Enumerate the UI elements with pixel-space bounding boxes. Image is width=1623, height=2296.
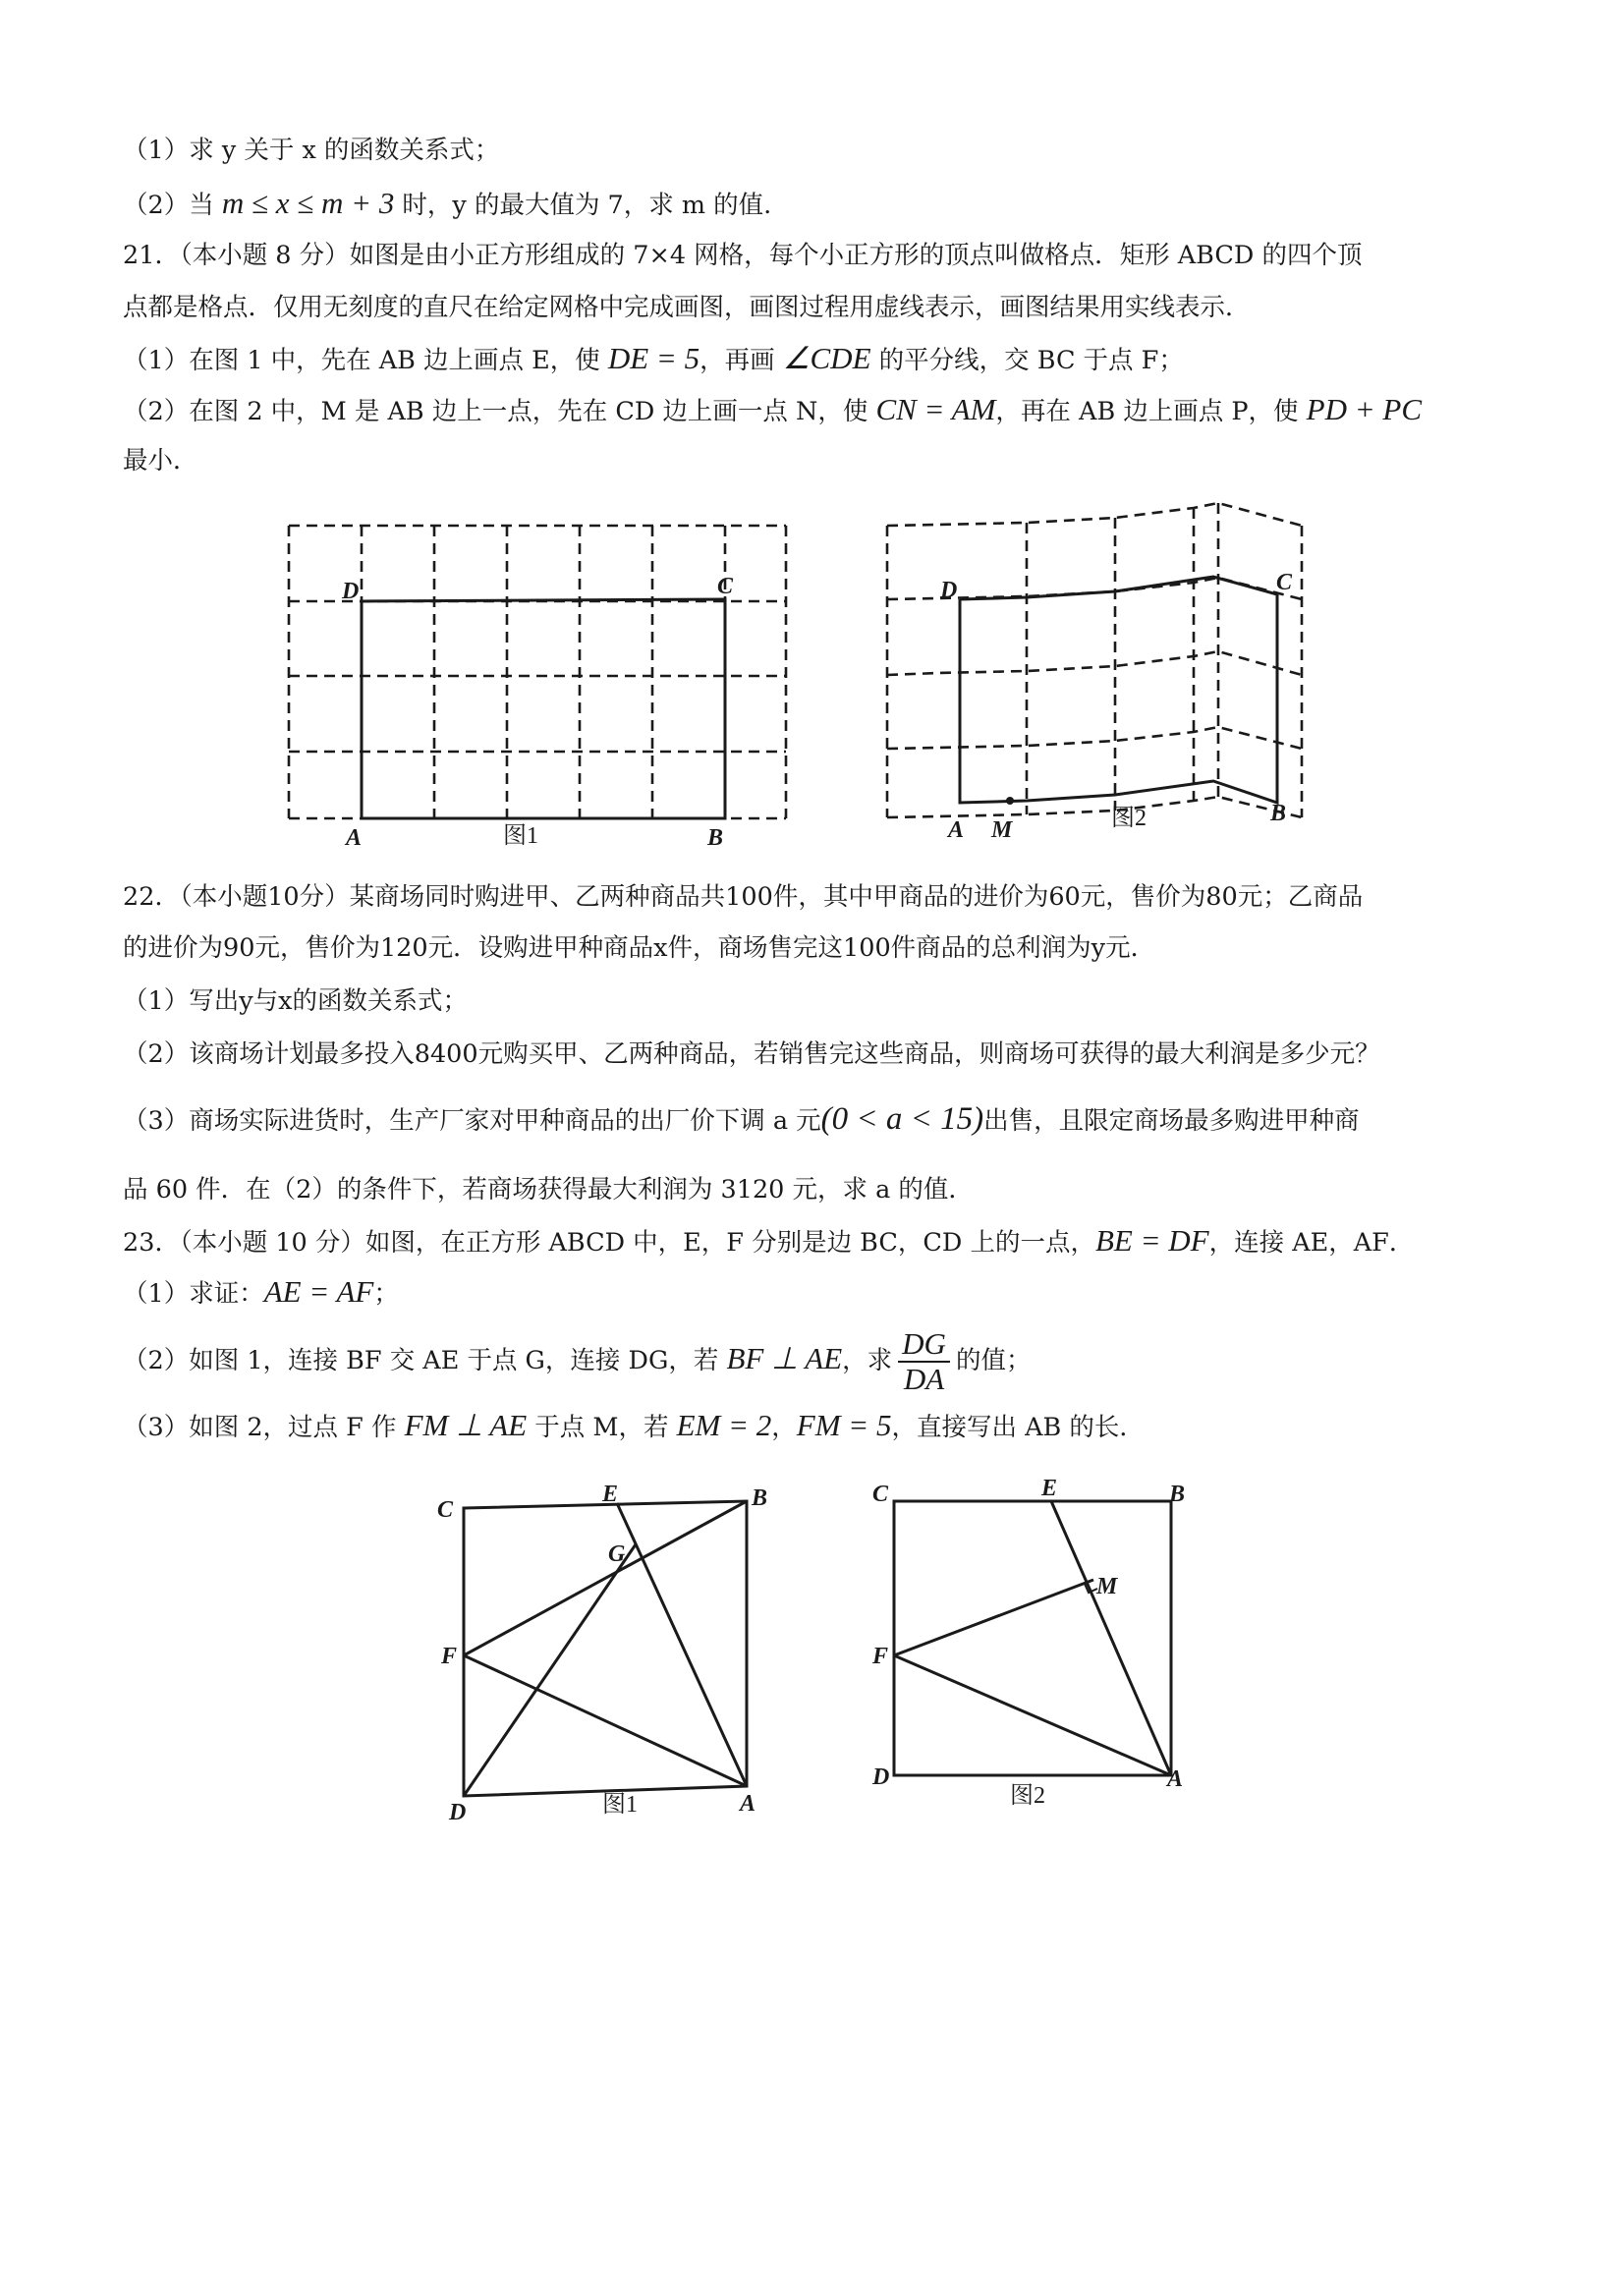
q23-part2-text: （2）如图 1，连接 BF 交 AE 于点 G，连接 DG，若 xyxy=(123,1346,727,1375)
q23-part3-math3: FM = 5 xyxy=(796,1408,892,1442)
q23-figure2 xyxy=(865,1474,1218,1827)
segment-ae xyxy=(1051,1501,1171,1775)
q21-stem-line1: 21．（本小题 8 分）如图是由小正方形组成的 7×4 网格，每个小正方形的顶点叫做格点．矩形 ABCD 的四个顶 xyxy=(123,241,1363,270)
q23-part1 xyxy=(123,1275,399,1311)
q23-part2-text3: 的值； xyxy=(955,1346,1032,1375)
q23-part2-math: BF ⊥ AE xyxy=(726,1341,843,1375)
label-d: D xyxy=(872,1764,890,1790)
segment-bf xyxy=(464,1501,747,1655)
segment-fm xyxy=(894,1580,1093,1655)
figure2-lines xyxy=(894,1501,1171,1775)
label-b: B xyxy=(707,825,724,850)
q22-stem-line2: 的进价为90元，售价为120元．设购进甲种商品x件，商场售完这100件商品的总利润为y元． xyxy=(123,933,1156,963)
q21-part2-math1: CN = AM xyxy=(875,392,996,426)
label-a: A xyxy=(740,1791,756,1817)
q23-part3-text3: ， xyxy=(771,1413,797,1442)
q23-stem xyxy=(123,1224,1414,1260)
q23-part1-text: （1）求证： xyxy=(123,1279,264,1309)
q22-part2: （2）该商场计划最多投入8400元购买甲、乙两种商品，若销售完这些商品，则商场可获得的最大利润是多少元？ xyxy=(123,1039,1380,1069)
label-c: C xyxy=(872,1482,889,1507)
q21-part1-math1: DE = 5 xyxy=(607,341,700,375)
label-d: D xyxy=(940,578,958,603)
label-m: M xyxy=(991,817,1013,843)
figure1-caption: 图1 xyxy=(602,1792,638,1818)
label-c: C xyxy=(437,1497,454,1523)
q20-part2-math: m ≤ x ≤ m + 3 xyxy=(221,186,395,220)
q23-part3-math2: EM = 2 xyxy=(676,1408,772,1442)
grid-dashed-lines-warped xyxy=(887,503,1302,817)
q23-part1-math: AE = AF xyxy=(263,1274,374,1309)
q21-part1-text: （1）在图 1 中，先在 AB 边上画点 E，使 xyxy=(123,346,608,375)
figure2-caption: 图2 xyxy=(1010,1783,1045,1809)
q21-part1-math2: ∠CDE xyxy=(782,341,871,375)
label-e: E xyxy=(602,1482,619,1507)
q21-part2-math2: PD + PC xyxy=(1306,392,1423,426)
q23-part3-math1: FM ⊥ AE xyxy=(404,1408,528,1442)
q21-figure1 xyxy=(285,516,796,850)
q21-figure2 xyxy=(879,496,1361,850)
point-m xyxy=(1006,797,1014,805)
q23-stem-text2: ，连接 AE，AF． xyxy=(1208,1228,1415,1258)
q21-part2 xyxy=(123,393,1422,428)
q23-figure1 xyxy=(427,1474,781,1827)
label-b: B xyxy=(1169,1482,1186,1507)
label-b: B xyxy=(1270,801,1287,826)
q23-part2 xyxy=(123,1318,1031,1401)
label-d: D xyxy=(342,579,360,604)
warped-rectangle-abcd xyxy=(960,577,1277,803)
fraction-denominator: DA xyxy=(903,1362,945,1396)
q20-part2-text-end: 时，y 的最大值为 7，求 m 的值. xyxy=(394,191,772,220)
q22-part1: （1）写出y与x的函数关系式； xyxy=(123,986,469,1016)
q22-part3-text: （3）商场实际进货时，生产厂家对甲种商品的出厂价下调 a 元 xyxy=(123,1106,821,1136)
q20-part2 xyxy=(123,187,771,222)
q21-part2-line2: 最小． xyxy=(123,446,198,476)
label-a: A xyxy=(346,825,363,850)
q23-part3-text2: 于点 M，若 xyxy=(527,1413,677,1442)
label-m: M xyxy=(1096,1574,1118,1599)
q21-part2-text2: ，再在 AB 边上画点 P，使 xyxy=(995,397,1307,426)
label-c: C xyxy=(717,574,734,599)
fraction-numerator: DG xyxy=(898,1327,950,1363)
figure2-caption: 图2 xyxy=(1111,806,1147,831)
q22-stem-line1: 22．（本小题10分）某商场同时购进甲、乙两种商品共100件，其中甲商品的进价为60元，售价为80元；乙商品 xyxy=(123,882,1364,912)
q22-part3 xyxy=(123,1102,1360,1138)
q22-part3-text2: 出售，且限定商场最多购进甲种商 xyxy=(983,1106,1360,1136)
rectangle-abcd xyxy=(362,599,725,818)
label-g: G xyxy=(608,1541,626,1567)
label-d: D xyxy=(449,1800,467,1825)
fraction-dg-over-da xyxy=(898,1327,950,1396)
q23-part2-text2: ，求 xyxy=(842,1346,893,1375)
figure1-lines xyxy=(464,1501,747,1796)
label-a: A xyxy=(948,817,965,843)
q21-part1 xyxy=(123,342,1184,377)
q20-part2-text: （2）当 xyxy=(123,191,222,220)
label-e: E xyxy=(1041,1476,1058,1501)
label-c: C xyxy=(1276,570,1293,595)
q22-part3-math: (0 < a < 15) xyxy=(820,1101,984,1137)
segment-dg xyxy=(464,1544,636,1796)
label-f: F xyxy=(872,1644,889,1669)
square-abcd xyxy=(464,1501,747,1796)
label-b: B xyxy=(752,1485,768,1511)
q21-stem-line2: 点都是格点．仅用无刻度的直尺在给定网格中完成画图，画图过程用虚线表示，画图结果用实线表示． xyxy=(123,293,1251,322)
q23-part3-text: （3）如图 2，过点 F 作 xyxy=(123,1413,405,1442)
grid-dashed-lines xyxy=(289,526,786,818)
q23-part1-text2: ； xyxy=(373,1279,399,1309)
q23-part3-text4: ，直接写出 AB 的长． xyxy=(891,1413,1145,1442)
q23-part3 xyxy=(123,1409,1145,1444)
q21-part2-text: （2）在图 2 中，M 是 AB 边上一点，先在 CD 边上画一点 N，使 xyxy=(123,397,876,426)
q23-stem-text: 23．（本小题 10 分）如图，在正方形 ABCD 中，E，F 分别是边 BC，CD 上的一点， xyxy=(123,1228,1095,1258)
label-a: A xyxy=(1167,1766,1184,1792)
figure1-caption: 图1 xyxy=(503,823,538,849)
q22-part3-line2: 品 60 件．在（2）的条件下，若商场获得最大利润为 3120 元，求 a 的值． xyxy=(123,1175,974,1204)
segment-af xyxy=(464,1655,747,1786)
q21-part1-text2: ，再画 xyxy=(700,346,783,375)
q20-part1: （1）求 y 关于 x 的函数关系式； xyxy=(123,136,500,165)
label-f: F xyxy=(441,1644,458,1669)
segment-af xyxy=(894,1655,1171,1775)
q23-stem-math: BE = DF xyxy=(1094,1223,1209,1258)
q21-part1-text3: 的平分线，交 BC 于点 F； xyxy=(870,346,1184,375)
